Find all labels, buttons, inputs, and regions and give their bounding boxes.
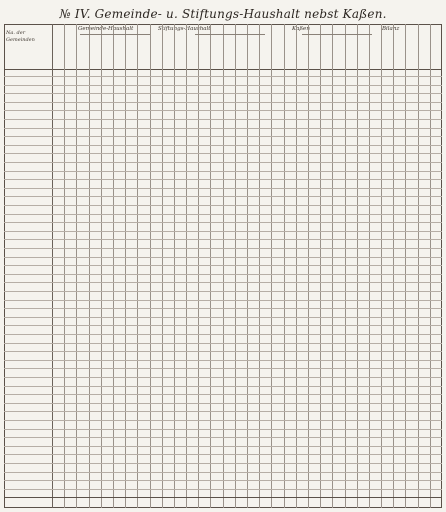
row-rule [4, 162, 442, 163]
row-rule [4, 85, 442, 86]
row-rule [4, 205, 442, 206]
row-rule [4, 128, 442, 129]
page-title: № IV. Gemeinde- u. Stiftungs-Haushalt nebst Kaßen. [59, 7, 387, 21]
header-subrule [80, 34, 150, 35]
row-rule [4, 214, 442, 215]
row-rule [4, 282, 442, 283]
row-rule [4, 179, 442, 180]
row-rule [4, 343, 442, 344]
row-rule [4, 472, 442, 473]
row-rule [4, 188, 442, 189]
group-kassen: Kaßen [292, 26, 310, 32]
row-rule [4, 446, 442, 447]
row-rule [4, 463, 442, 464]
row-rule [4, 265, 442, 266]
row-rule [4, 334, 442, 335]
row-rule [4, 300, 442, 301]
row-rule [4, 325, 442, 326]
totals-rule [4, 497, 442, 498]
row-rule [4, 196, 442, 197]
row-rule [4, 145, 442, 146]
group-stiftungs-haushalt: Stiftungs-Haushalt [158, 26, 211, 32]
group-gemeinde-haushalt: Gemeinde-Haushalt [78, 26, 134, 32]
row-rule [4, 351, 442, 352]
row-rule [4, 480, 442, 481]
row-rule [4, 454, 442, 455]
row-rule [4, 171, 442, 172]
row-rule [4, 136, 442, 137]
row-rule [4, 411, 442, 412]
row-rule [4, 360, 442, 361]
row-rule [4, 429, 442, 430]
row-rule [4, 248, 442, 249]
row-rule [4, 437, 442, 438]
row-rule [4, 403, 442, 404]
row-rule [4, 368, 442, 369]
row-rule [4, 93, 442, 94]
row-rule [4, 317, 442, 318]
row-rule [4, 377, 442, 378]
row-rule [4, 222, 442, 223]
row-rule [4, 102, 442, 103]
row-heading: Na. der Gemeinden [6, 30, 35, 43]
row-rule [4, 420, 442, 421]
header-subrule [195, 34, 265, 35]
row-rule [4, 257, 442, 258]
row-rule [4, 231, 442, 232]
row-rule [4, 239, 442, 240]
group-bilanz: Bilanz [382, 26, 400, 32]
row-rule [4, 119, 442, 120]
row-rule [4, 386, 442, 387]
row-rule [4, 308, 442, 309]
header-subrule [302, 34, 372, 35]
row-rule [4, 394, 442, 395]
row-rule [4, 489, 442, 490]
row-rule [4, 153, 442, 154]
row-rule [4, 110, 442, 111]
row-rule [4, 291, 442, 292]
row-rule [4, 274, 442, 275]
row-rule [4, 76, 442, 77]
